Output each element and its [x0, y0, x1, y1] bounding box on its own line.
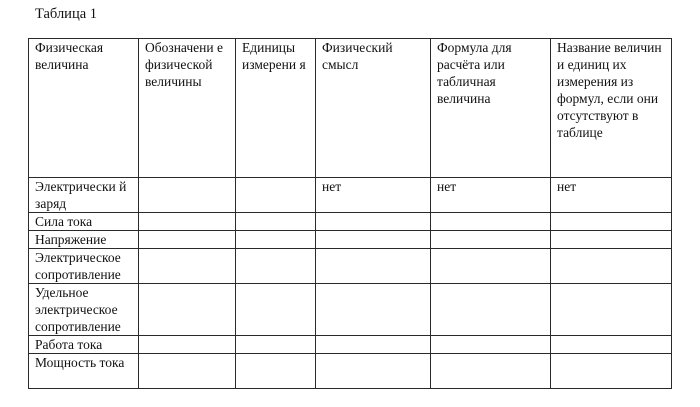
cell-symbol	[139, 249, 236, 284]
cell-symbol	[139, 336, 236, 354]
cell-units	[236, 213, 316, 231]
cell-quantity: Сила тока	[29, 213, 139, 231]
cell-names	[551, 213, 672, 231]
header-meaning: Физический смысл	[316, 39, 431, 178]
cell-symbol	[139, 354, 236, 389]
cell-units	[236, 284, 316, 336]
cell-symbol	[139, 231, 236, 249]
cell-formula	[431, 213, 551, 231]
cell-meaning	[316, 231, 431, 249]
cell-symbol	[139, 284, 236, 336]
header-units: Единицы измерени я	[236, 39, 316, 178]
cell-quantity: Напряжение	[29, 231, 139, 249]
physics-table	[28, 38, 672, 389]
cell-formula	[431, 249, 551, 284]
cell-symbol	[139, 213, 236, 231]
cell-formula: нет	[431, 178, 551, 213]
table-row	[29, 213, 672, 231]
table-row	[29, 231, 672, 249]
cell-formula	[431, 354, 551, 389]
cell-meaning	[316, 213, 431, 231]
cell-meaning	[316, 354, 431, 389]
cell-symbol	[139, 178, 236, 213]
cell-meaning: нет	[316, 178, 431, 213]
header-symbol: Обозначени е физической величины	[139, 39, 236, 178]
cell-names	[551, 249, 672, 284]
cell-formula	[431, 284, 551, 336]
header-quantity: Физическая величина	[29, 39, 139, 178]
cell-quantity: Работа тока	[29, 336, 139, 354]
cell-meaning	[316, 336, 431, 354]
header-names: Название величин и единиц их измерения из формул, если они отсутствуют в таблице	[551, 39, 672, 178]
table-row	[29, 284, 672, 336]
table-row	[29, 354, 672, 389]
cell-units	[236, 231, 316, 249]
cell-quantity: Удельное электрическое сопротивление	[29, 284, 139, 336]
cell-formula	[431, 336, 551, 354]
header-row	[29, 39, 672, 178]
header-formula: Формула для расчёта или табличная величина	[431, 39, 551, 178]
table-row	[29, 178, 672, 213]
cell-meaning	[316, 284, 431, 336]
cell-meaning	[316, 249, 431, 284]
table-caption: Таблица 1	[35, 6, 98, 22]
cell-formula	[431, 231, 551, 249]
cell-names	[551, 354, 672, 389]
cell-quantity: Электрическое сопротивление	[29, 249, 139, 284]
cell-names	[551, 336, 672, 354]
cell-names	[551, 231, 672, 249]
table-row	[29, 249, 672, 284]
cell-names: нет	[551, 178, 672, 213]
table-row	[29, 336, 672, 354]
cell-quantity: Мощность тока	[29, 354, 139, 389]
cell-names	[551, 284, 672, 336]
cell-units	[236, 178, 316, 213]
cell-units	[236, 249, 316, 284]
cell-units	[236, 354, 316, 389]
cell-quantity: Электрически й заряд	[29, 178, 139, 213]
cell-units	[236, 336, 316, 354]
